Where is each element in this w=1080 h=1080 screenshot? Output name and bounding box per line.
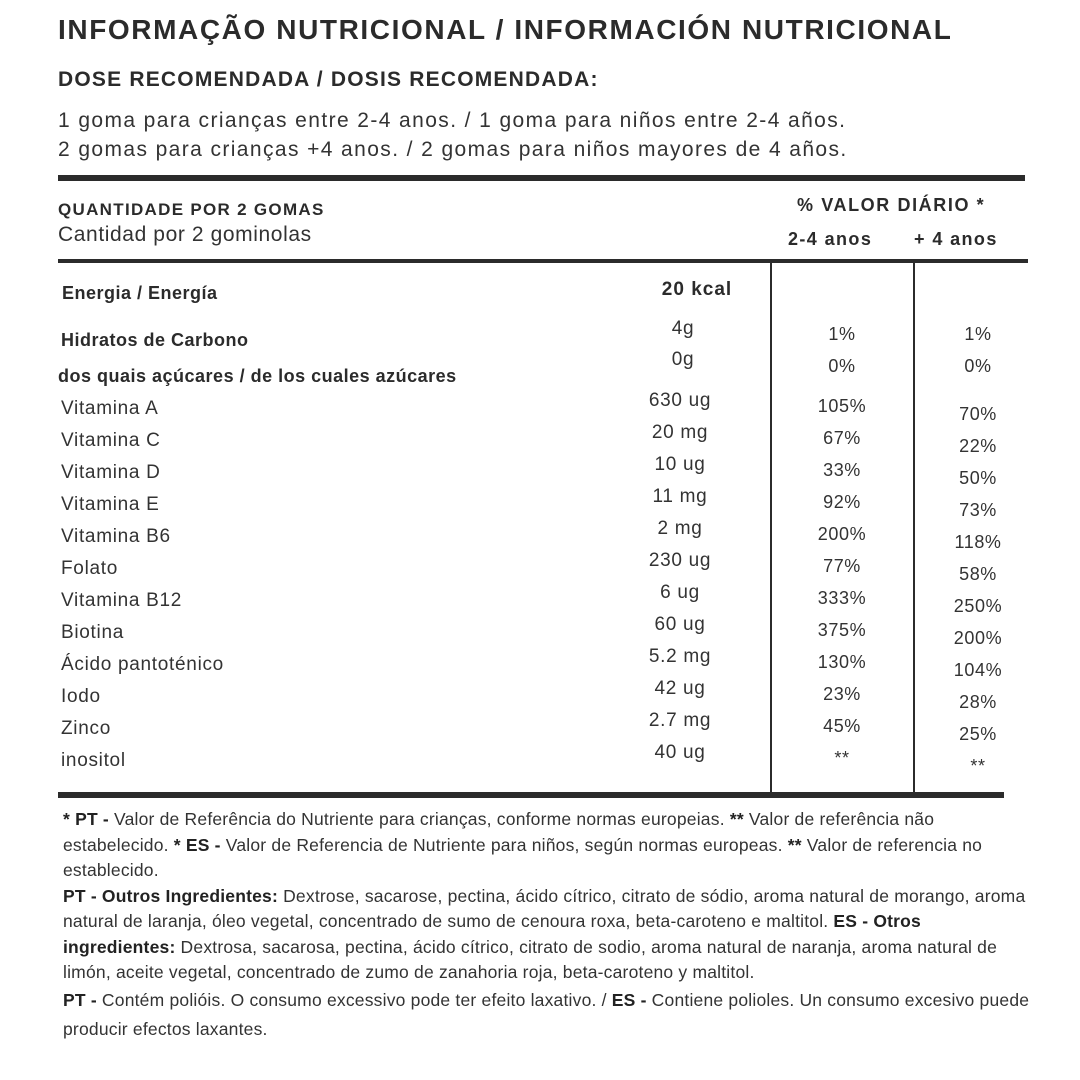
- daily-value-header: % VALOR DIÁRIO *: [797, 195, 986, 215]
- nutrient-label: Vitamina D: [61, 462, 161, 483]
- nutrient-pct-2-4: 375%: [817, 620, 867, 640]
- nutrient-pct-2-4: 333%: [817, 588, 867, 608]
- header-divider: [58, 259, 1028, 263]
- nutrient-pct-2-4: 92%: [823, 492, 861, 512]
- nutrient-pct-2-4: 33%: [823, 460, 861, 480]
- nutrient-pct-2-4: **: [834, 748, 850, 768]
- nutrient-pct-4plus: 250%: [953, 596, 1003, 616]
- nutrient-pct-4plus: 200%: [953, 628, 1003, 648]
- carbs-pct-4plus: 1%: [964, 324, 992, 344]
- footnote-es-marker-2: **: [787, 834, 802, 855]
- nutrient-amount: 2.7 mg: [648, 710, 712, 731]
- quantity-header-pt: QUANTIDADE POR 2 GOMAS: [58, 200, 325, 219]
- nutrient-amount: 5.2 mg: [648, 646, 712, 667]
- warning-pt-text: Contém polióis. O consumo excessivo pode ter efeito laxativo. /: [96, 989, 612, 1010]
- sugars-pct-4plus: 0%: [964, 356, 992, 376]
- nutrient-amount: 60 ug: [654, 614, 706, 635]
- nutrient-label: Vitamina B6: [61, 526, 171, 547]
- footnote-pt-marker-2: **: [729, 809, 744, 829]
- nutrient-label: Vitamina A: [61, 398, 159, 419]
- ingredients-pt-heading: PT - Outros Ingredientes:: [63, 885, 279, 906]
- warning-es-text: Contiene polioles. Un consumo excesivo puede producir efectos laxantes.: [63, 989, 1030, 1039]
- nutrient-pct-4plus: 58%: [959, 564, 997, 584]
- nutrient-amount: 42 ug: [654, 678, 706, 699]
- energy-label: Energia / Energía: [62, 283, 218, 303]
- nutrient-amount: 11 mg: [652, 486, 708, 507]
- carbs-amount: 4g: [671, 318, 695, 339]
- nutrient-amount: 10 ug: [654, 454, 706, 475]
- warning-es-marker: ES -: [611, 989, 647, 1010]
- nutrient-pct-4plus: 50%: [959, 468, 997, 488]
- dose-heading: DOSE RECOMENDADA / DOSIS RECOMENDADA:: [58, 68, 599, 91]
- nutrient-label: Vitamina B12: [61, 590, 183, 611]
- nutrient-label: Vitamina C: [61, 430, 161, 451]
- dose-line-2: 2 gomas para crianças +4 anos. / 2 gomas para niños mayores de 4 años.: [58, 138, 848, 161]
- age-column-1-header: 2-4 anos: [788, 229, 873, 249]
- nutrient-amount: 230 ug: [648, 550, 712, 571]
- footnote-es-text: Valor de Referencia de Nutriente para niños, según normas europeas.: [220, 834, 788, 855]
- nutrient-amount: 6 ug: [660, 582, 700, 603]
- bottom-divider: [58, 792, 1004, 798]
- nutrient-pct-4plus: 28%: [959, 692, 997, 712]
- age-column-2-header: + 4 anos: [914, 229, 998, 249]
- nutrient-pct-2-4: 105%: [817, 396, 867, 416]
- nutrient-label: Zinco: [61, 718, 111, 739]
- warning-pt-marker: PT -: [63, 989, 97, 1010]
- sugars-amount: 0g: [671, 349, 695, 370]
- column-divider-1: [770, 262, 772, 792]
- nutrient-pct-4plus: 73%: [959, 500, 997, 520]
- nutrient-pct-2-4: 67%: [823, 428, 861, 448]
- footnote-pt-text-2: Valor de referência não estabelecido.: [63, 809, 935, 855]
- nutrient-label: Biotina: [61, 622, 124, 643]
- nutrient-amount: 2 mg: [657, 518, 703, 539]
- footer-notes: [63, 807, 1038, 1044]
- footnote-pt-marker: * PT -: [63, 809, 109, 829]
- sugars-label: dos quais açúcares / de los cuales azúcares: [58, 366, 457, 386]
- nutrient-label: Folato: [61, 558, 119, 579]
- nutrient-pct-4plus: **: [970, 756, 986, 776]
- carbs-pct-2-4: 1%: [828, 324, 856, 344]
- nutrient-pct-4plus: 104%: [953, 660, 1003, 680]
- nutrient-label: Iodo: [61, 686, 101, 707]
- nutrient-pct-2-4: 77%: [823, 556, 861, 576]
- nutrient-label: Vitamina E: [61, 494, 160, 515]
- nutrient-label: Ácido pantoténico: [61, 654, 224, 675]
- nutrient-amount: 20 mg: [651, 422, 709, 443]
- nutrient-pct-2-4: 130%: [817, 652, 867, 672]
- footnote-pt-text: Valor de Referência do Nutriente para crianças, conforme normas europeias.: [108, 809, 730, 829]
- column-divider-2: [913, 262, 915, 792]
- nutrient-label: inositol: [61, 750, 126, 771]
- nutrient-pct-4plus: 22%: [959, 436, 997, 456]
- ingredients-pt-text: Dextrose, sacarose, pectina, ácido cítrico, citrato de sódio, aroma natural de morango, aroma natural de laranja, óleo vegetal, concentrado de sumo de cenoura roxa, beta-caroteno e maltitol.: [63, 885, 1026, 931]
- carbs-label: Hidratos de Carbono: [61, 330, 249, 350]
- nutrient-pct-2-4: 45%: [823, 716, 861, 736]
- footnotes: [63, 807, 1038, 884]
- sugars-pct-2-4: 0%: [828, 356, 856, 376]
- footnote-es-text-2: Valor de referencia no establecido.: [63, 834, 983, 880]
- top-divider: [58, 175, 1025, 181]
- nutrient-pct-2-4: 200%: [817, 524, 867, 544]
- energy-amount: 20 kcal: [661, 279, 733, 300]
- nutrient-pct-4plus: 25%: [959, 724, 997, 744]
- ingredients-es-heading: ES - Otros ingredientes:: [63, 911, 921, 957]
- nutrient-pct-2-4: 23%: [823, 684, 861, 704]
- nutrient-pct-4plus: 70%: [959, 404, 997, 424]
- ingredients: [63, 884, 1038, 986]
- warning: [63, 986, 1038, 1044]
- ingredients-es-text: Dextrosa, sacarosa, pectina, ácido cítrico, citrato de sodio, aroma natural de naranja, aroma natural de limón, aceite vegetal, concentrado de zumo de zanahoria roja, beta-caroteno y maltitol.: [63, 936, 998, 982]
- page-title: INFORMAÇÃO NUTRICIONAL / INFORMACIÓN NUTRICIONAL: [58, 14, 953, 45]
- nutrient-amount: 630 ug: [648, 390, 712, 411]
- footnote-es-marker: * ES -: [173, 834, 221, 855]
- nutrient-pct-4plus: 118%: [954, 532, 1002, 552]
- dose-line-1: 1 goma para crianças entre 2-4 anos. / 1 goma para niños entre 2-4 años.: [58, 109, 847, 132]
- nutrient-amount: 40 ug: [654, 742, 706, 763]
- quantity-header-es: Cantidad por 2 gominolas: [58, 223, 312, 246]
